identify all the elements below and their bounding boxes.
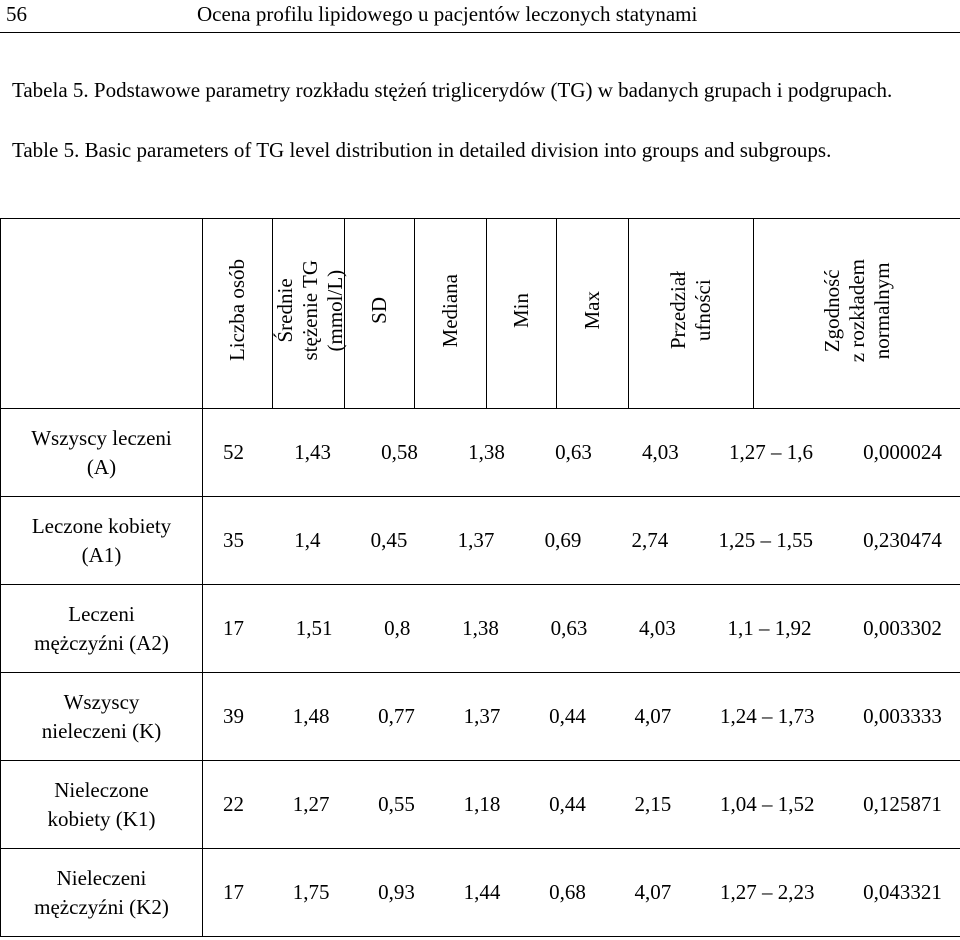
corner-cell (1, 219, 203, 409)
row-values (203, 409, 960, 497)
column-header-mean (273, 219, 345, 409)
column-header-line: Mediana (438, 273, 462, 348)
row-values (203, 761, 960, 849)
row-label-line: mężczyźni (A2) (34, 630, 169, 655)
column-header-line: Przedział (666, 271, 690, 350)
value-cell: 1,38 (468, 440, 505, 464)
value-cell: 0,230474 (863, 528, 942, 552)
row-label-line: Wszyscy (63, 689, 140, 714)
value-cell: 1,27 – 2,23 (719, 880, 815, 904)
value-cell: 17 (223, 616, 244, 640)
value-cell: 1,44 (463, 880, 501, 904)
column-header-sd (345, 219, 415, 409)
row-label (1, 673, 203, 761)
row-label (1, 409, 203, 497)
row-label-line: Nieleczeni (56, 865, 147, 890)
row-label (1, 849, 203, 937)
value-cell: 0,003333 (863, 704, 942, 728)
column-header-label (580, 291, 605, 330)
value-cell: 4,03 (639, 616, 676, 640)
row-label-line: (A1) (81, 542, 122, 567)
column-header-label (225, 259, 250, 361)
column-header-line: normalnym (869, 262, 894, 359)
column-header-label (367, 297, 392, 324)
value-cell: 1,25 – 1,55 (718, 528, 813, 552)
value-cell: 0,44 (549, 792, 586, 816)
tg-parameters-table (0, 218, 960, 937)
table-row (1, 497, 960, 585)
column-header-normality (754, 219, 960, 409)
column-header-line: Min (509, 292, 533, 328)
row-values (203, 849, 960, 937)
table-row (1, 761, 960, 849)
column-header-min (487, 219, 557, 409)
column-header-max (557, 219, 629, 409)
value-cell: 1,51 (295, 616, 333, 640)
running-title: Ocena profilu lipidowego u pacjentów leczonych statynami (197, 2, 698, 26)
row-label-line: Leczeni (68, 601, 135, 626)
value-cell: 0,68 (549, 880, 586, 904)
column-header-label (820, 259, 895, 362)
value-cell: 1,04 – 1,52 (719, 792, 815, 816)
value-cell: 1,75 (292, 880, 330, 904)
value-cell: 4,07 (634, 704, 672, 728)
value-cell: 0,63 (555, 440, 592, 464)
column-header-line: (mmol/L) (323, 269, 347, 352)
table-row (1, 849, 960, 937)
value-cell: 1,27 – 1,6 (728, 440, 813, 464)
value-cell: 1,24 – 1,73 (719, 704, 815, 728)
row-label-line: Wszyscy leczeni (31, 425, 172, 450)
value-cell: 0,043321 (863, 880, 942, 904)
value-cell: 52 (223, 440, 244, 464)
column-header-line: Średnie (273, 278, 297, 343)
table-row (1, 585, 960, 673)
page-number: 56 (6, 2, 27, 26)
value-cell: 35 (223, 528, 244, 552)
value-cell: 1,38 (462, 616, 499, 640)
value-cell: 0,000024 (863, 440, 942, 464)
value-cell: 0,55 (378, 792, 415, 816)
table-caption-english: Table 5. Basic parameters of TG level distribution in detailed division into groups and subgroups. (12, 138, 832, 162)
value-cell: 1,37 (457, 528, 495, 552)
header-row (1, 219, 960, 409)
value-cell: 1,43 (294, 440, 331, 464)
value-cell: 0,125871 (863, 792, 942, 816)
row-label (1, 761, 203, 849)
column-header-line: Liczba osób (225, 259, 249, 362)
row-label-line: nieleczeni (K) (41, 718, 162, 743)
value-cell: 1,48 (292, 704, 330, 728)
value-cell: 0,44 (549, 704, 586, 728)
column-header-line: Max (580, 291, 604, 330)
table-row (1, 409, 960, 497)
value-cell: 17 (223, 880, 244, 904)
column-header-label (666, 271, 716, 349)
row-values (203, 585, 960, 673)
value-cell: 1,18 (463, 792, 501, 816)
header-rule (0, 32, 960, 33)
value-cell: 2,74 (631, 528, 669, 552)
page-header (0, 0, 960, 34)
row-label-line: kobiety (K1) (47, 806, 156, 831)
column-header-confidence-interval (629, 219, 754, 409)
value-cell: 0,77 (378, 704, 415, 728)
value-cell: 0,93 (378, 880, 415, 904)
value-cell: 4,03 (642, 440, 679, 464)
row-label-line: (A) (86, 454, 117, 479)
table-caption-polish: Tabela 5. Podstawowe parametry rozkładu stężeń triglicerydów (TG) w badanych grupach i podgrupach. (12, 78, 893, 102)
value-cell: 0,45 (370, 528, 408, 552)
column-header-label (438, 274, 463, 347)
row-values (203, 497, 960, 585)
value-cell: 0,63 (550, 616, 588, 640)
value-cell: 0,8 (384, 616, 411, 640)
value-cell: 1,1 – 1,92 (727, 616, 812, 640)
column-header-median (415, 219, 487, 409)
value-cell: 1,37 (463, 704, 501, 728)
column-header-label (273, 260, 348, 361)
column-header-label (509, 293, 534, 328)
row-label (1, 497, 203, 585)
column-header-count (203, 219, 273, 409)
value-cell: 1,4 (294, 528, 321, 552)
row-label-line: Leczone kobiety (31, 513, 172, 538)
value-cell: 4,07 (634, 880, 672, 904)
row-label-line: Nieleczone (54, 777, 149, 802)
row-values (203, 673, 960, 761)
row-label-line: mężczyźni (K2) (34, 894, 169, 919)
column-header-line: z rozkładem (844, 258, 869, 363)
row-label (1, 585, 203, 673)
value-cell: 0,69 (544, 528, 582, 552)
value-cell: 0,003302 (863, 616, 942, 640)
column-header-line: Zgodność (819, 269, 844, 352)
column-header-line: SD (367, 297, 391, 324)
column-header-line: ufności (691, 279, 715, 342)
value-cell: 0,58 (381, 440, 418, 464)
value-cell: 22 (223, 792, 244, 816)
value-cell: 1,27 (292, 792, 330, 816)
table-row (1, 673, 960, 761)
value-cell: 2,15 (634, 792, 672, 816)
value-cell: 39 (223, 704, 244, 728)
column-header-line: stężenie TG (298, 260, 322, 361)
